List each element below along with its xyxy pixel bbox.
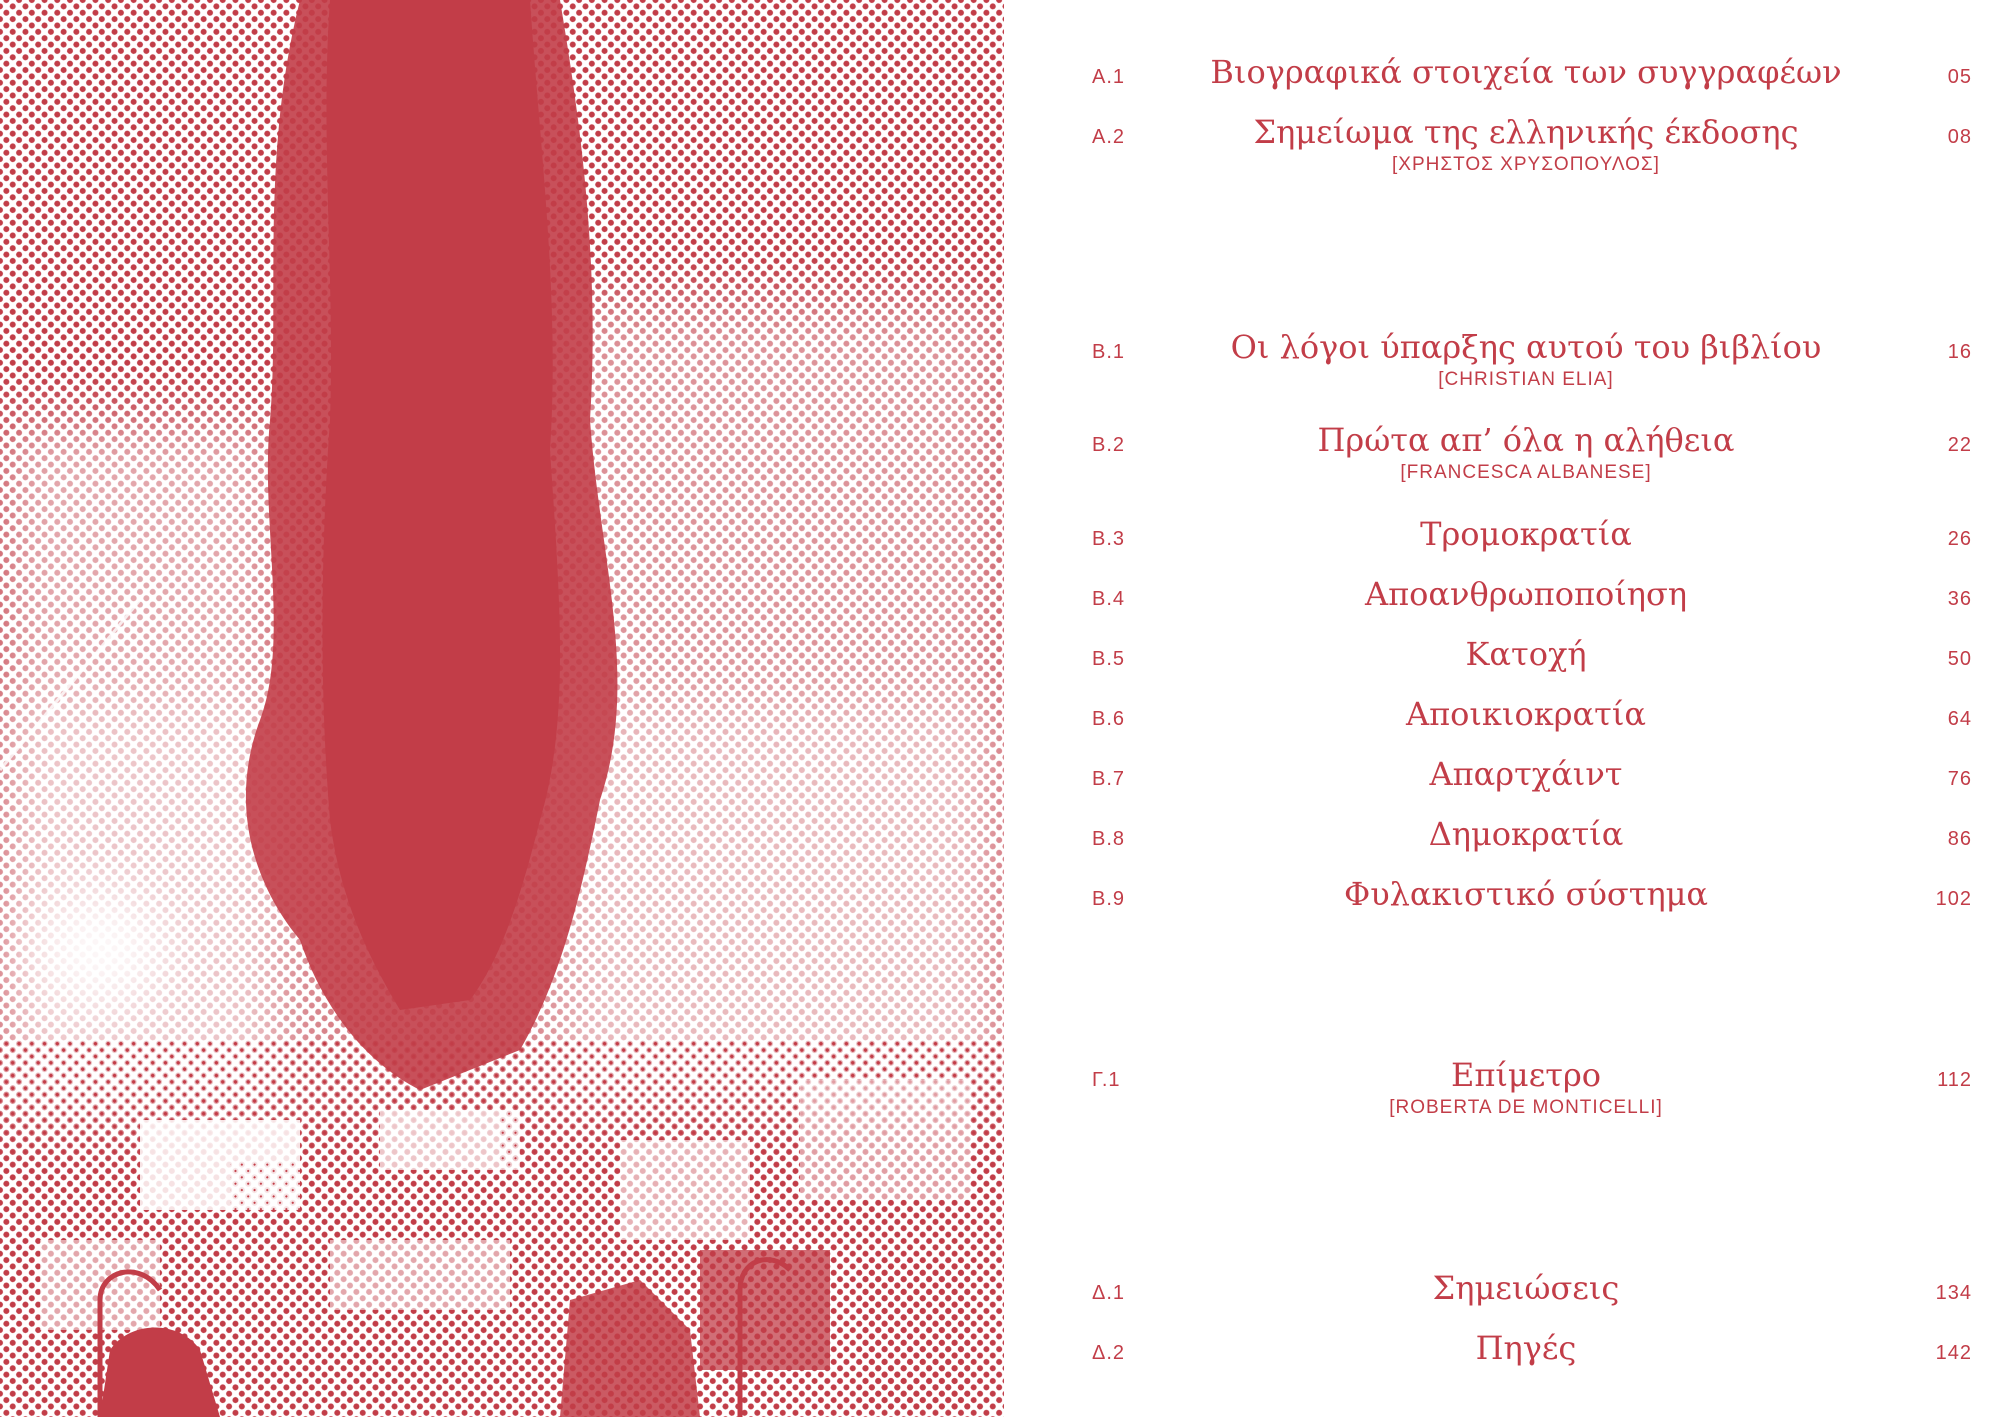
toc-section-code: Β.3 (1092, 528, 1126, 550)
toc-entry[interactable] (1004, 1266, 2008, 1326)
toc-page-number: 16 (1947, 341, 1972, 363)
toc-title: Πρώτα απ’ όλα η αλήθεια (1317, 421, 1735, 459)
toc-author: [ΧΡΗΣΤΟΣ ΧΡΥΣΟΠΟΥΛΟΣ] (1392, 154, 1660, 175)
toc-title: Φυλακιστικό σύστημα (1343, 875, 1709, 913)
toc-page-number: 134 (1935, 1282, 1972, 1304)
toc-page-number: 22 (1947, 434, 1972, 456)
toc-page-number: 05 (1947, 66, 1972, 88)
toc-title: Αποανθρωποποίηση (1365, 575, 1687, 613)
toc-entry[interactable] (1004, 1053, 2008, 1118)
toc-page-number: 26 (1947, 528, 1972, 550)
toc-title: Κατοχή (1465, 635, 1587, 673)
toc-entry[interactable] (1004, 418, 2008, 483)
toc-entry[interactable] (1004, 50, 2008, 110)
toc-section-code: Β.6 (1092, 708, 1126, 730)
toc-section-code: Β.8 (1092, 828, 1126, 850)
toc-title: Απαρτχάιντ (1429, 755, 1623, 793)
toc-entry[interactable] (1004, 872, 2008, 932)
toc-entry[interactable] (1004, 325, 2008, 390)
toc-entry[interactable] (1004, 512, 2008, 572)
toc-author: [ROBERTA DE MONTICELLI] (1389, 1097, 1663, 1118)
toc-page-number: 50 (1947, 648, 1972, 670)
toc-page-number: 36 (1947, 588, 1972, 610)
toc-section-code: Β.1 (1092, 341, 1126, 363)
toc-page-number: 102 (1935, 888, 1972, 910)
toc-section-code: Β.5 (1092, 648, 1126, 670)
toc-title: Δημοκρατία (1428, 815, 1624, 853)
toc-section-code: Β.4 (1092, 588, 1126, 610)
table-of-contents (1004, 0, 2008, 1417)
toc-page-number: 112 (1937, 1069, 1972, 1091)
toc-title: Σημείωμα της ελληνικής έκδοσης (1253, 113, 1799, 151)
toc-page-number: 142 (1935, 1342, 1972, 1364)
toc-section-code: Β.2 (1092, 434, 1126, 456)
toc-entry[interactable] (1004, 692, 2008, 752)
toc-page-number: 64 (1947, 708, 1972, 730)
toc-page-number: 76 (1947, 768, 1972, 790)
toc-title: Τρομοκρατία (1420, 515, 1632, 553)
toc-entry[interactable] (1004, 110, 2008, 175)
toc-entry[interactable] (1004, 572, 2008, 632)
toc-title: Αποικιοκρατία (1405, 695, 1647, 733)
toc-entry[interactable] (1004, 632, 2008, 692)
toc-section-code: Β.9 (1092, 888, 1126, 910)
toc-title: Σημειώσεις (1432, 1269, 1620, 1307)
toc-entry[interactable] (1004, 812, 2008, 872)
toc-entry[interactable] (1004, 752, 2008, 812)
toc-title: Επίμετρο (1450, 1056, 1602, 1094)
toc-page-number: 08 (1947, 126, 1972, 148)
toc-section-code: Γ.1 (1092, 1069, 1121, 1091)
toc-author: [CHRISTIAN ELIA] (1438, 369, 1614, 390)
toc-section-code: Α.2 (1092, 126, 1126, 148)
toc-title: Πηγές (1475, 1329, 1577, 1367)
toc-section-code: Β.7 (1092, 768, 1126, 790)
toc-author: [FRANCESCA ALBANESE] (1400, 462, 1652, 483)
toc-title: Οι λόγοι ύπαρξης αυτού του βιβλίου (1230, 328, 1822, 366)
toc-section-code: Δ.2 (1092, 1342, 1126, 1364)
toc-title: Βιογραφικά στοιχεία των συγγραφέων (1210, 53, 1842, 91)
toc-entry[interactable] (1004, 1326, 2008, 1386)
toc-page-number: 86 (1947, 828, 1972, 850)
toc-section-code: Α.1 (1092, 66, 1126, 88)
toc-section-code: Δ.1 (1092, 1282, 1126, 1304)
